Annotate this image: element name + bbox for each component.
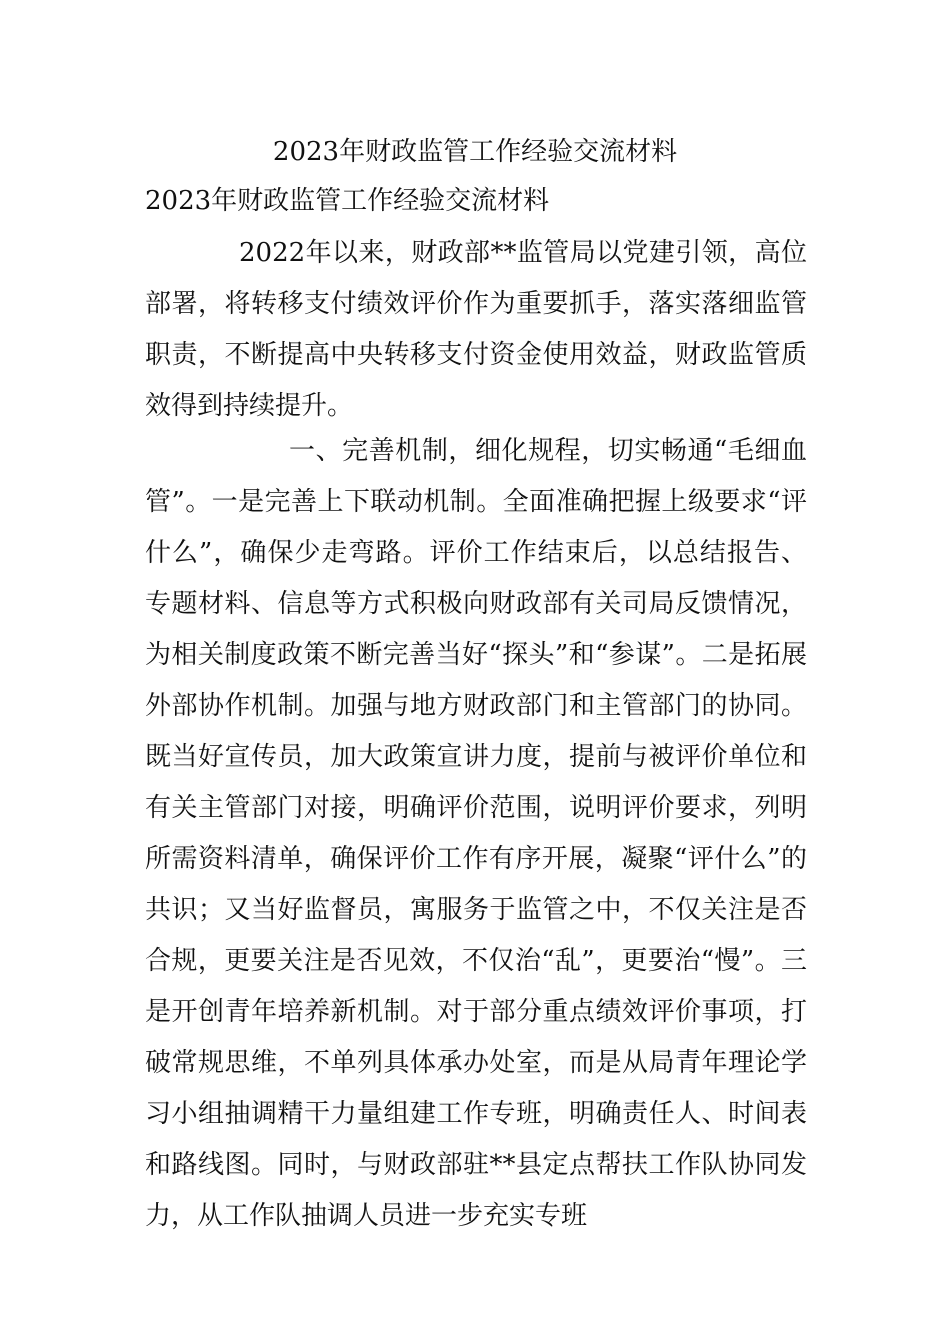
document-title: 2023年财政监管工作经验交流材料: [272, 137, 678, 167]
paragraph-section-one: 一、完善机制，细化规程，切实畅通“毛细血管”。一是完善上下联动机制。全面准确把握上级要求“评什么”，确保少走弯路。评价工作结束后，以总结报告、专题材料、信息等方式积极向财政部有关司局反馈情况，为相关制度政策不断完善当好“探头”和“参谋”。二是拓展外部协作机制。加强与地方财政部门和主管部门的协同。既当好宣传员，加大政策宣讲力度，提前与被评价单位和有关主管部门对接，明确评价范围，说明评价要求，列明所需资料清单，确保评价工作有序开展，凝聚“评什么”的共识；又当好监督员，寓服务于监管之中，不仅关注是否合规，更要关注是否见效，不仅治“乱”，更要治“慢”。三是开创青年培养新机制。对于部分重点绩效评价事项，打破常规思维，不单列具体承办处室，而是从局青年理论学习小组抽调精干力量组建工作专班，明确责任人、时间表和路线图。同时，与财政部驻**县定点帮扶工作队协同发力，从工作队抽调人员进一步充实专班: [145, 436, 807, 1231]
document-subtitle: 2023年财政监管工作经验交流材料: [145, 186, 550, 216]
paragraph-intro: 2022年以来，财政部**监管局以党建引领，高位部署，将转移支付绩效评价作为重要抓手，落实落细监管职责，不断提高中央转移支付资金使用效益，财政监管质效得到持续提升。: [145, 238, 807, 421]
